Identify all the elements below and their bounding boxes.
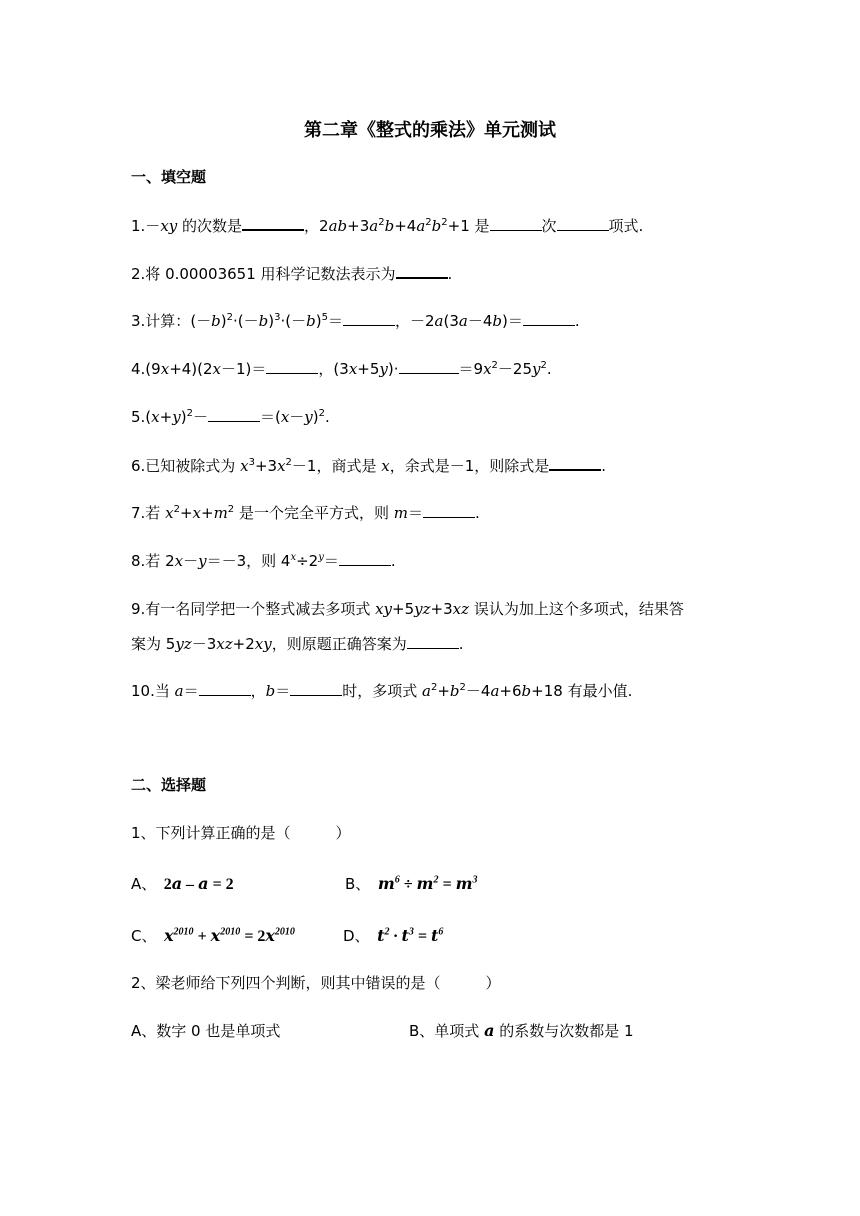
- question-2: 2.将 0.00003651 用科学记数法表示为 .: [131, 262, 452, 285]
- choice-1-option-d: D、 $t^2 \cdot t^3 = t^6$: [343, 926, 444, 945]
- choice-question-1: 1、下列计算正确的是（ ）: [131, 824, 351, 842]
- choice-1-option-b: B、 $m^6 \div m^2 = m^3$: [345, 874, 478, 893]
- question-8: 8.若 2x－y＝－3，则 $4^x\div 2^y=$ .: [131, 552, 396, 570]
- choice-question-2: 2、梁老师给下列四个判断，则其中错误的是（ ）: [131, 974, 501, 992]
- choice-2-option-b: B、单项式 a 的系数与次数都是 1: [409, 1021, 634, 1040]
- section-fill-blank: 一、填空题: [131, 168, 207, 186]
- question-4: 4.(9x+4)(2x－1)＝ ，$(3x+5y)\cdot =9x^2-25y^2$.: [131, 360, 552, 378]
- question-10: 10.当 a＝ ，b＝ 时，多项式 $a^2+b^2-4a+6b+18$ 有最小值.: [131, 682, 633, 700]
- question-9-line-2: 案为 5yz－3xz+2xy，则原题正确答案为 .: [131, 635, 464, 653]
- choice-1-option-a: A、 2a – a = 2: [131, 874, 234, 893]
- question-9-line-1: 9.有一名同学把一个整式减去多项式 xy+5yz+3xz 误认为加上这个多项式，结果答: [131, 600, 684, 618]
- page-title: 第二章《整式的乘法》单元测试: [304, 120, 556, 141]
- section-multiple-choice: 二、选择题: [131, 776, 207, 794]
- question-6: 6.已知被除式为 $x^3+3x^2-1$，商式是 x，余式是－1，则除式是 .: [131, 454, 606, 477]
- question-1: 1.－xy 的次数是 ，$2ab+3a^2b+4a^2b^2+1$ 是 次 项式.: [131, 214, 643, 237]
- choice-2-option-a: A、数字 0 也是单项式: [131, 1022, 281, 1040]
- question-3: 3.计算：$(-b)^2\cdot(-b)^3\cdot(-b)^5=$ ，－2a(3a－4b)＝ .: [131, 312, 580, 330]
- question-7: 7.若 $x^2+x+m^2$ 是一个完全平方式，则 m＝ .: [131, 504, 480, 522]
- question-5: $5.(x+y)^2- =(x-y)^2$.: [131, 408, 330, 426]
- choice-1-option-c: C、 $x^{2010} + x^{2010} = 2x^{2010}$: [131, 926, 295, 945]
